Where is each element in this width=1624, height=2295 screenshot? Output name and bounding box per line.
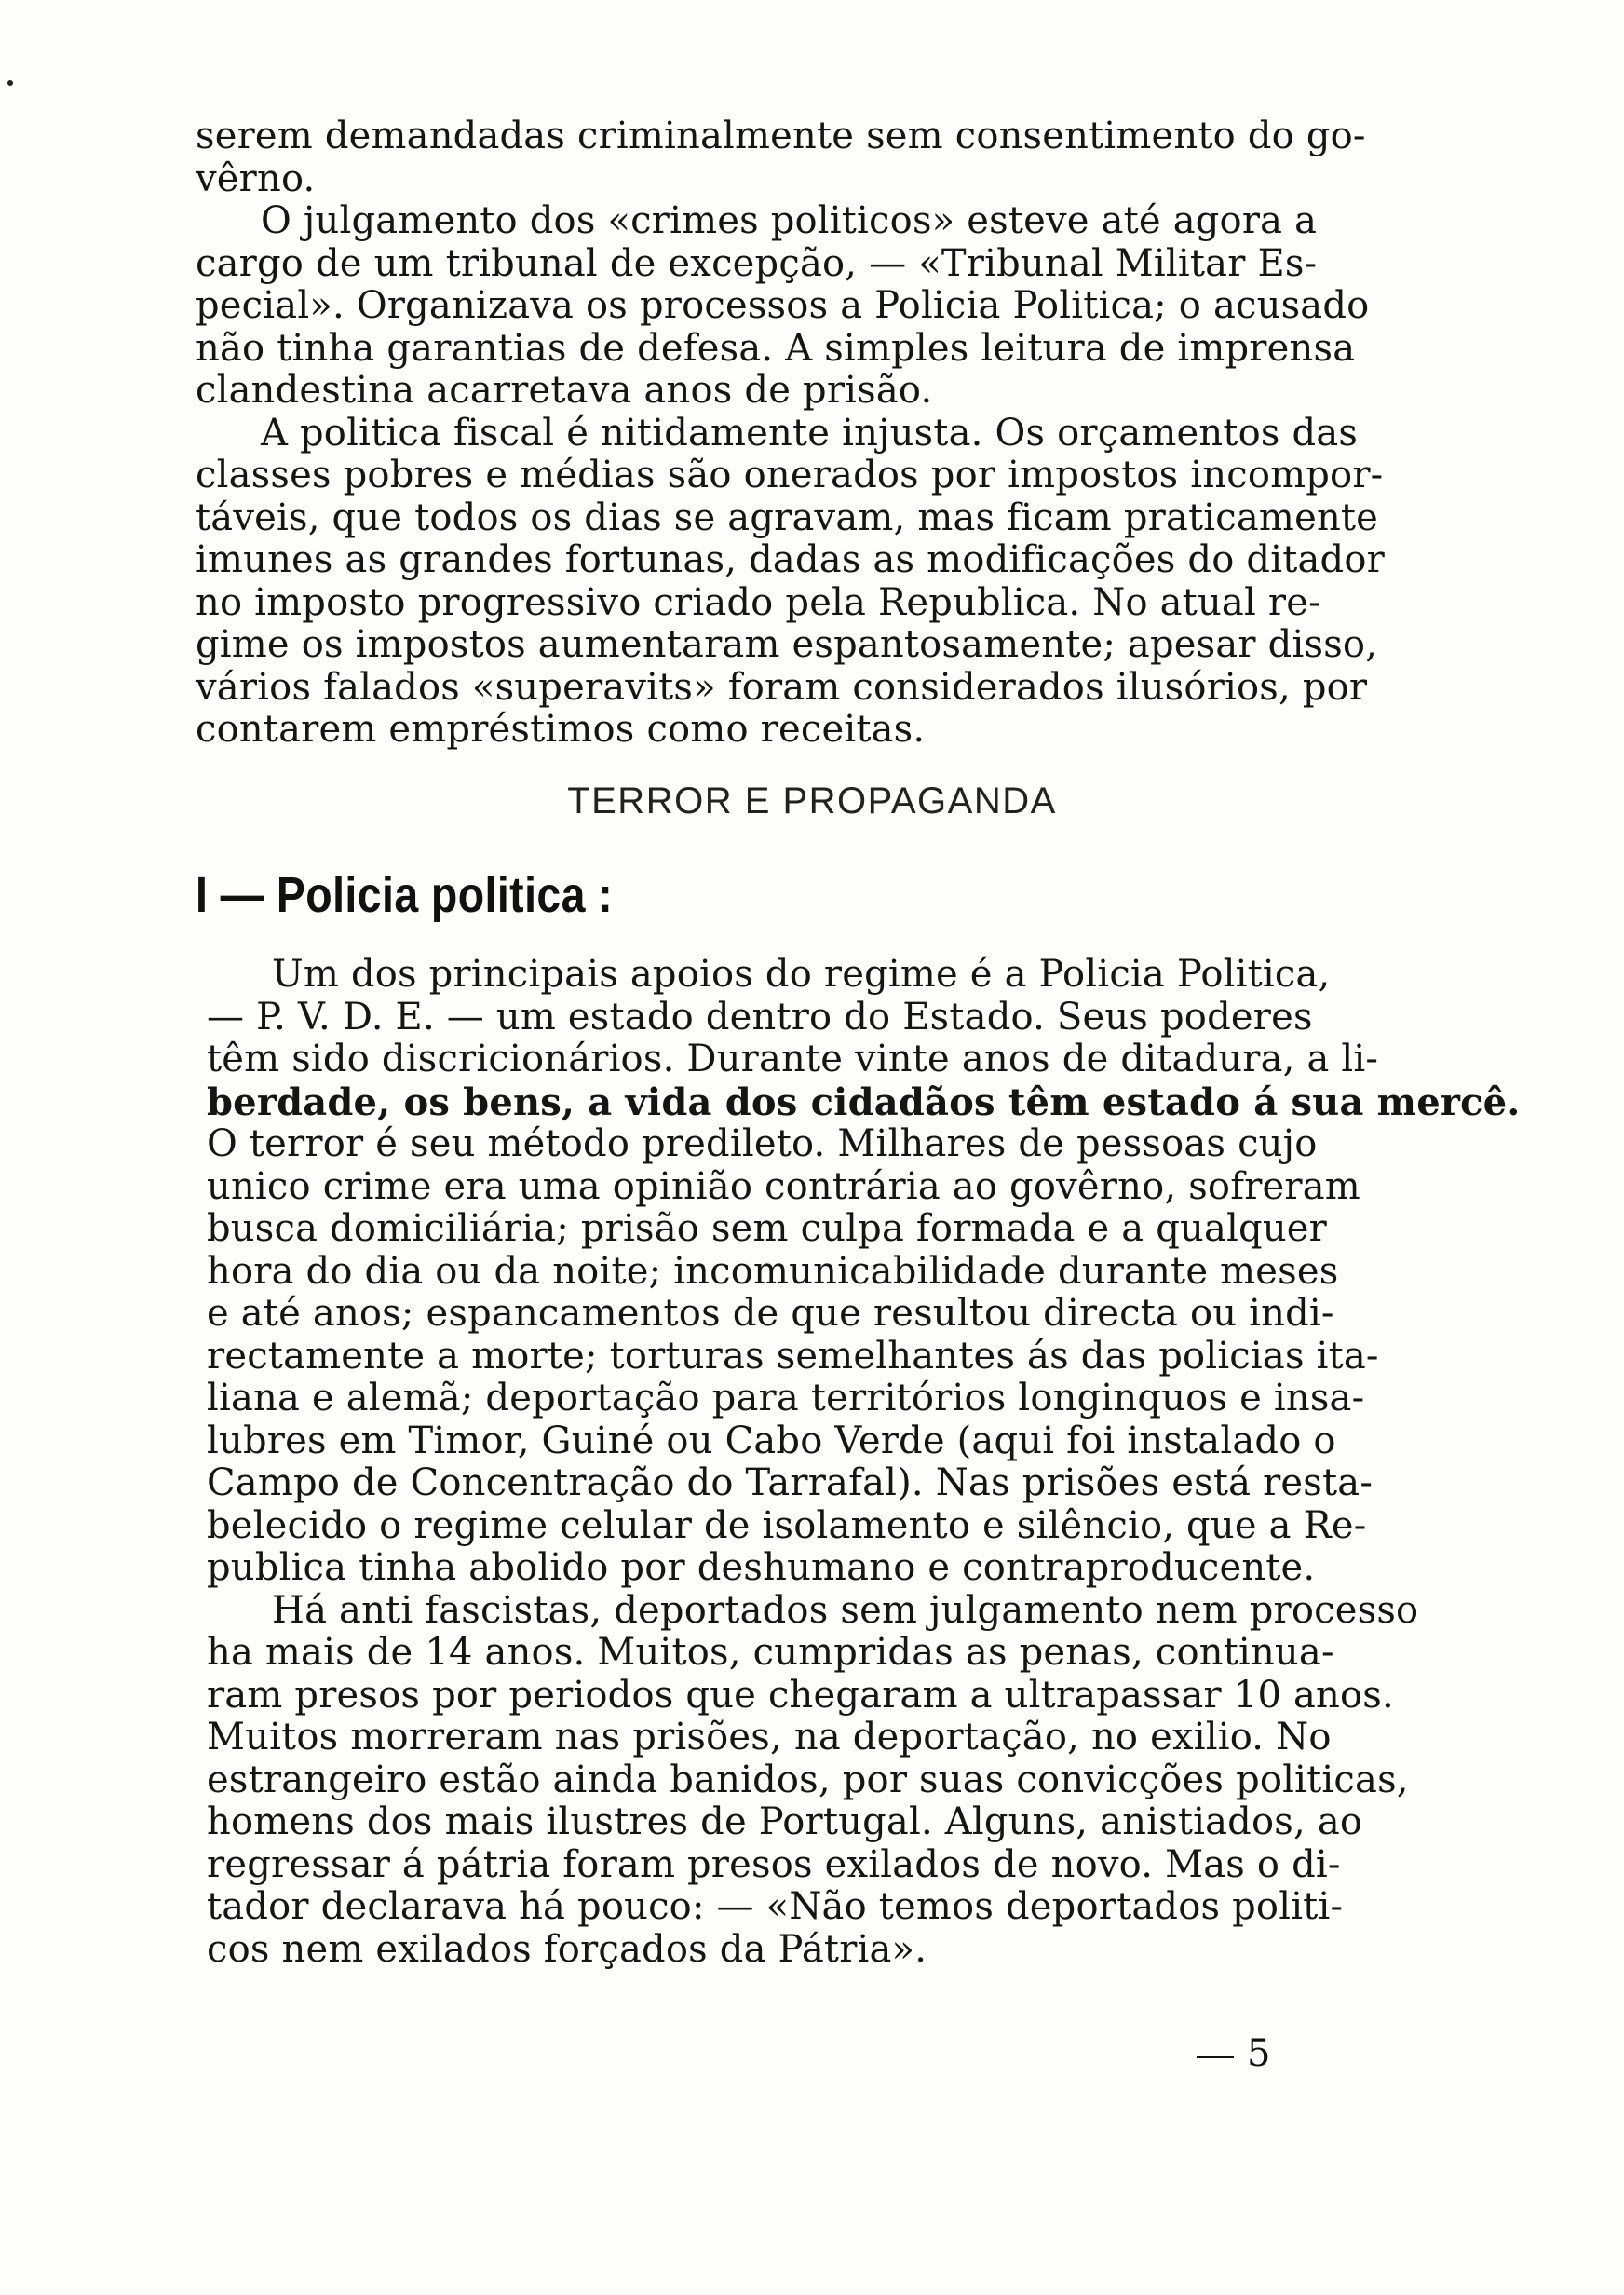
text-line: O terror é seu método predileto. Milhares de pessoas cujo (207, 1122, 1318, 1165)
text-line: rectamente a morte; torturas semelhantes ás das policias ita- (207, 1334, 1379, 1378)
text-line: homens dos mais ilustres de Portugal. Alguns, anistiados, ao (207, 1800, 1363, 1843)
text-line: — P. V. D. E. — um estado dentro do Estado. Seus poderes (207, 995, 1313, 1039)
body-text-block (207, 953, 1521, 1971)
text-line: Há anti fascistas, deportados sem julgamento nem processo (272, 1588, 1419, 1632)
text-line: estrangeiro estão ainda banidos, por suas convicções politicas, (207, 1758, 1409, 1801)
ink-speck (7, 80, 13, 86)
text-line: Muitos morreram nas prisões, na deportação, no exilio. No (207, 1716, 1332, 1759)
text-line: vários falados «superavits» foram considerados ilusórios, por (196, 665, 1368, 709)
text-line: contarem empréstimos como receitas. (196, 708, 926, 751)
text-line: táveis, que todos os dias se agravam, mas ficam praticamente (196, 496, 1379, 539)
text-line: cargo de um tribunal de excepção, — «Tribunal Militar Es- (196, 241, 1318, 285)
text-line: vêrno. (196, 156, 316, 200)
text-line: belecido o regime celular de isolamento e silêncio, que a Re- (207, 1503, 1367, 1547)
text-line: busca domiciliária; prisão sem culpa formada e a qualquer (207, 1207, 1327, 1250)
page-number (1197, 2032, 1270, 2075)
text-line: não tinha garantias de defesa. A simples leitura de imprensa (196, 326, 1356, 370)
page-number-value: 5 (1247, 2032, 1271, 2075)
text-line: publica tinha abolido por deshumano e contraproducente. (207, 1546, 1316, 1589)
text-line: serem demandadas criminalmente sem consentimento do go- (196, 115, 1366, 157)
text-line: classes pobres e médias são onerados por impostos incompor- (196, 454, 1384, 496)
text-line: Um dos principais apoios do regime é a Policia Politica, (272, 953, 1331, 996)
chapter-heading: I — Policia politica : (196, 867, 614, 923)
text-line: ha mais de 14 anos. Muitos, cumpridas as penas, continua- (207, 1631, 1334, 1674)
text-line: berdade, os bens, a vida dos cidadãos têm estado á sua mercê. (207, 1080, 1521, 1124)
paragraph-antifascistas (207, 1588, 1419, 1972)
text-line: A politica fiscal é nitidamente injusta. Os orçamentos das (261, 411, 1359, 455)
text-line: têm sido discricionários. Durante vinte anos de ditadura, a li- (207, 1038, 1379, 1080)
text-line: pecial». Organizava os processos a Policia Politica; o acusado (196, 284, 1370, 327)
page-number-dash (1197, 2056, 1234, 2058)
text-line: ram presos por periodos que chegaram a ultrapassar 10 anos. (207, 1673, 1394, 1717)
text-line: no imposto progressivo criado pela Republica. No atual re- (196, 580, 1321, 624)
paragraph-tribunal (196, 199, 1370, 413)
text-line: unico crime era uma opinião contrária ao govêrno, sofreram (207, 1164, 1360, 1208)
paragraph-pvde (207, 953, 1521, 1590)
text-line: tador declarava há pouco: — «Não temos deportados politi- (207, 1885, 1344, 1928)
text-line: gime os impostos aumentaram espantosamente; apesar disso, (196, 623, 1378, 666)
section-title: TERROR E PROPAGANDA (567, 781, 1057, 822)
text-line: imunes as grandes fortunas, dadas as modificações do ditador (196, 538, 1385, 581)
text-line: cos nem exilados forçados da Pátria». (207, 1927, 927, 1971)
text-line: O julgamento dos «crimes politicos» esteve até agora a (261, 199, 1318, 242)
text-line: regressar á pátria foram presos exilados de novo. Mas o di- (207, 1842, 1341, 1886)
paragraph-continuation (196, 115, 1366, 200)
top-text-block (196, 115, 1385, 752)
text-line: liana e alemã; deportação para territórios longinquos e insa- (207, 1377, 1365, 1419)
text-line: clandestina acarretava anos de prisão. (196, 369, 933, 412)
text-line: lubres em Timor, Guiné ou Cabo Verde (aqui foi instalado o (207, 1419, 1336, 1462)
text-line: Campo de Concentração do Tarrafal). Nas prisões está resta- (207, 1461, 1374, 1504)
text-line: e até anos; espancamentos de que resultou directa ou indi- (207, 1292, 1334, 1335)
text-line: hora do dia ou da noite; incomunicabilidade durante meses (207, 1249, 1339, 1293)
paragraph-fiscal (196, 411, 1385, 752)
